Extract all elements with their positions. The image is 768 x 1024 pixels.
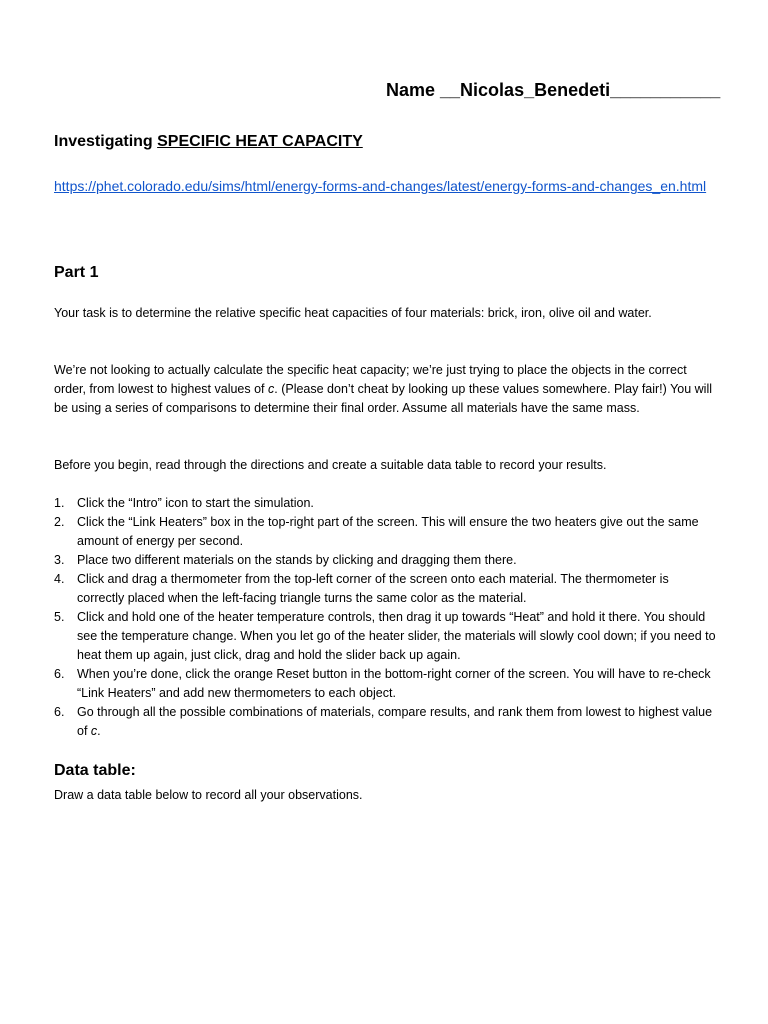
data-table-instruction: Draw a data table below to record all your observations. — [54, 788, 363, 802]
step-text: Click and hold one of the heater temperature controls, then drag it up towards “Heat” and hold it there. You should see the temperature change. When you let go of the heater slider, the materials will slowly cool down; if you need to heat them up again, just click, drag and hold the slider back up again. — [77, 610, 716, 662]
step-number: 6. — [54, 667, 65, 681]
title-prefix: Investigating — [54, 133, 158, 150]
directions-list — [54, 494, 718, 741]
before-you-begin-paragraph: Before you begin, read through the directions and create a suitable data table to record your results. — [54, 458, 607, 472]
step-text-main: Go through all the possible combinations of materials, compare results, and rank them from lowest to highest value of — [77, 705, 713, 738]
step-text: Click the “Intro” icon to start the simulation. — [77, 496, 314, 510]
student-name-line: Name __Nicolas_Benedeti___________ — [386, 80, 721, 100]
step-text: Click the “Link Heaters” box in the top-right part of the screen. This will ensure the two heaters give out the same amount of energy per second. — [77, 515, 699, 548]
task-paragraph: Your task is to determine the relative specific heat capacities of four materials: brick, iron, olive oil and water. — [54, 306, 652, 320]
simulation-link[interactable]: https://phet.colorado.edu/sims/html/energy-forms-and-changes/latest/energy-forms-and-changes_en.html — [54, 178, 707, 194]
worksheet-title — [54, 133, 363, 151]
step-text: Place two different materials on the stands by clicking and dragging them there. — [77, 553, 517, 567]
list-item — [54, 703, 718, 741]
title-topic: SPECIFIC HEAT CAPACITY — [157, 133, 363, 150]
order-paragraph — [54, 361, 714, 418]
step-number: 3. — [54, 553, 65, 567]
list-item — [54, 665, 718, 703]
step-text: Click and drag a thermometer from the top-left corner of the screen onto each material. The thermometer is correctly placed when the left-facing triangle turns the same color as the material. — [77, 572, 669, 605]
step-text-end: . — [97, 724, 101, 738]
step-number: 6. — [54, 705, 65, 719]
symbol-c: c — [268, 382, 275, 396]
step-number: 2. — [54, 515, 65, 529]
order-paragraph-start: We’re not looking to actually calculate the specific heat capacity; we’re just trying to place the objects in the correct order, from lowest to highest values of — [54, 363, 687, 396]
list-item — [54, 608, 718, 665]
step-number: 4. — [54, 572, 65, 586]
step-text — [77, 703, 718, 741]
list-item — [54, 570, 718, 608]
step-number: 5. — [54, 610, 65, 624]
list-item — [54, 494, 718, 513]
list-item — [54, 551, 718, 570]
order-paragraph-end: . (Please don’t cheat by looking up these values somewhere. Play fair!) You will be using a series of comparisons to determine their final order. Assume all materials have the same mass. — [54, 382, 712, 415]
data-table-heading: Data table: — [54, 762, 136, 779]
step-number: 1. — [54, 496, 65, 510]
symbol-c: c — [90, 724, 98, 738]
part1-heading: Part 1 — [54, 264, 99, 281]
list-item — [54, 513, 718, 551]
step-text: When you’re done, click the orange Reset button in the bottom-right corner of the screen. You will have to re-check “Link Heaters” and add new thermometers to each object. — [77, 667, 711, 700]
